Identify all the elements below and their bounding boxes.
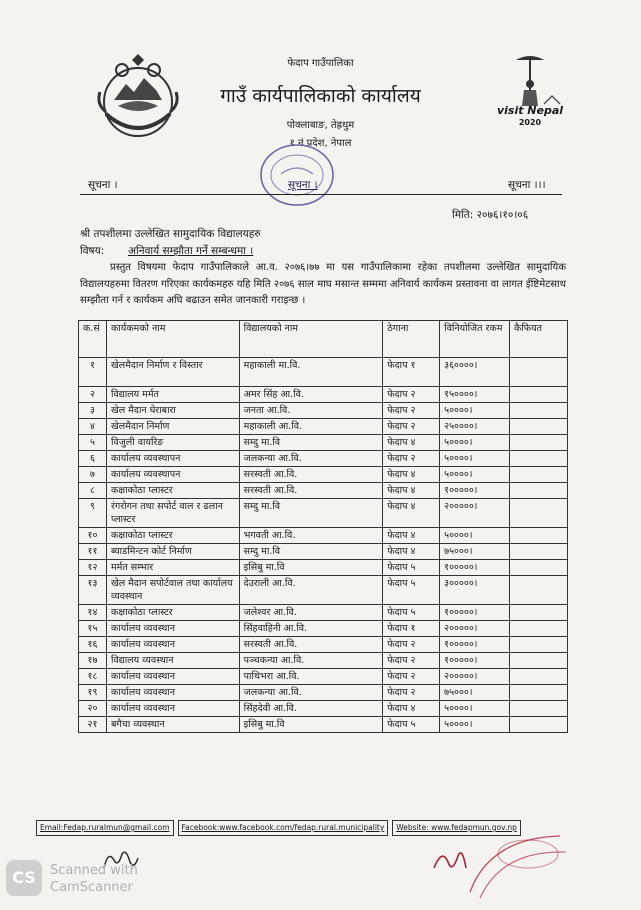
- cell-serial: २१: [79, 717, 107, 733]
- cell-amount: ५००००।: [440, 435, 510, 451]
- cell-program: कार्यालय व्यवस्थान: [106, 701, 239, 717]
- table-row: [79, 435, 568, 451]
- cell-program: मर्मत सम्भार: [106, 560, 239, 576]
- cell-address: फेदाप २: [383, 387, 440, 403]
- table-row: [79, 669, 568, 685]
- col-header-serial: क.सं: [79, 321, 107, 358]
- cell-address: फेदाप १: [383, 358, 440, 387]
- table-row: [79, 637, 568, 653]
- cell-serial: ८: [79, 483, 107, 499]
- cell-serial: १४: [79, 605, 107, 621]
- cell-amount: ५००००।: [440, 701, 510, 717]
- cell-school: सम्दु मा.वि: [239, 544, 383, 560]
- cell-program: कार्यालय व्यवस्थापन: [106, 451, 239, 467]
- cell-remarks: [510, 576, 568, 605]
- cell-address: फेदाप ४: [383, 544, 440, 560]
- table-row: [79, 560, 568, 576]
- cell-amount: ५००००।: [440, 467, 510, 483]
- cell-remarks: [510, 451, 568, 467]
- cell-amount: १०००००।: [440, 483, 510, 499]
- cell-school: इसिबु मा.वि: [239, 717, 383, 733]
- cell-program: कक्षाकोठा प्लास्टर: [106, 605, 239, 621]
- subject-label: विषय:: [80, 245, 105, 257]
- cell-school: भगवती आ.वि.: [239, 528, 383, 544]
- cell-school: देउराली आ.वि.: [239, 576, 383, 605]
- cell-remarks: [510, 467, 568, 483]
- cell-school: जलकन्या आ.वि.: [239, 685, 383, 701]
- cell-amount: १०००००।: [440, 653, 510, 669]
- cell-address: फेदाप ४: [383, 467, 440, 483]
- notice-label-center: सूचना ।: [288, 179, 318, 191]
- cell-address: फेदाप २: [383, 653, 440, 669]
- cell-program: विद्यालय व्यवस्थान: [106, 653, 239, 669]
- cell-remarks: [510, 358, 568, 387]
- footer-email[interactable]: Email:Fedap.ruralmun@gmail.com: [36, 820, 174, 836]
- cell-remarks: [510, 560, 568, 576]
- municipality-name: फेदाप गाउँपालिका: [287, 58, 354, 69]
- address-line-2: १ नं प्रदेश, नेपाल: [289, 138, 352, 149]
- cell-amount: २५००००।: [440, 419, 510, 435]
- table-body: [79, 358, 568, 733]
- cell-remarks: [510, 669, 568, 685]
- notice-label-left: सूचना ।: [88, 179, 118, 191]
- camscanner-watermark: [50, 862, 138, 896]
- cell-remarks: [510, 403, 568, 419]
- table-row: [79, 483, 568, 499]
- notice-label-right: सूचना ।।।: [508, 179, 546, 191]
- program-allocation-table: [78, 320, 568, 733]
- cell-program: कार्यालय व्यवस्थान: [106, 685, 239, 701]
- cell-serial: २: [79, 387, 107, 403]
- cell-address: फेदाप ५: [383, 576, 440, 605]
- cell-program: खेल मैदान घेराबारा: [106, 403, 239, 419]
- cell-address: फेदाप ४: [383, 483, 440, 499]
- cell-program: खेल मैदान सपोर्टवाल तथा कार्यालय व्यवस्थान: [106, 576, 239, 605]
- cell-serial: १५: [79, 621, 107, 637]
- cell-address: फेदाप ५: [383, 717, 440, 733]
- table-row: [79, 576, 568, 605]
- cell-amount: १०००००।: [440, 605, 510, 621]
- cell-serial: १८: [79, 669, 107, 685]
- cell-amount: १५००००।: [440, 387, 510, 403]
- body-text: प्रस्तुत विषयमा फेदाप गाउँपालिकाले आ.व. २०७६।७७ मा यस गाउँपालिकामा रहेका तपशीलमा उल्लेखित सामुदायिक विद्यालयहरुमा वितरण गरिएका कार्यकमहरु यहि मिति २०७६ साल माघ मसान्त सम्ममा अनिवार्य कार्यकम प्रस्तावना वा लागत ईष्टिमेटसाथ सम्झौता गर्न र कार्यकम अघि बढाउन समेत जानकारी गराइन्छ ।: [80, 262, 566, 306]
- cell-amount: ७५०००।: [440, 544, 510, 560]
- cell-remarks: [510, 717, 568, 733]
- cell-remarks: [510, 435, 568, 451]
- cell-remarks: [510, 637, 568, 653]
- cell-program: रंगरोगन तथा सपोर्ट वाल र ढलान प्लास्टर: [106, 499, 239, 528]
- cell-remarks: [510, 387, 568, 403]
- cell-address: फेदाप २: [383, 451, 440, 467]
- cell-remarks: [510, 701, 568, 717]
- cell-address: फेदाप ४: [383, 701, 440, 717]
- cell-amount: ५००००।: [440, 528, 510, 544]
- cell-amount: २०००००।: [440, 669, 510, 685]
- watermark-line-2: CamScanner: [50, 880, 133, 895]
- address-line-1: पोक्लाबाङ, तेह्रथुम: [286, 120, 355, 131]
- cell-serial: १९: [79, 685, 107, 701]
- cell-serial: १६: [79, 637, 107, 653]
- cell-amount: १०००००।: [440, 560, 510, 576]
- cell-remarks: [510, 685, 568, 701]
- table-row: [79, 701, 568, 717]
- cell-school: अमर सिंह आ.वि.: [239, 387, 383, 403]
- office-title: गाउँ कार्यपालिकाको कार्यालय: [220, 85, 421, 107]
- cell-school: सरस्वती आ.वि.: [239, 467, 383, 483]
- cell-remarks: [510, 544, 568, 560]
- table-row: [79, 419, 568, 435]
- cell-serial: १७: [79, 653, 107, 669]
- cell-address: फेदाप ४: [383, 499, 440, 528]
- footer-facebook[interactable]: Facebook:www.facebook.com/fedap.rural.municipality: [178, 820, 389, 836]
- cell-school: सिंहदेवी आ.वि.: [239, 701, 383, 717]
- cell-serial: ४: [79, 419, 107, 435]
- cell-amount: १०००००।: [440, 637, 510, 653]
- cell-school: सरस्वती आ.वि.: [239, 637, 383, 653]
- col-header-remarks: कैफियत: [510, 321, 568, 358]
- table-row: [79, 403, 568, 419]
- cell-amount: ५००००।: [440, 403, 510, 419]
- footer-website[interactable]: Website: www.fedapmun.gov.np: [392, 820, 521, 836]
- table-row: [79, 499, 568, 528]
- cell-amount: ५००००।: [440, 451, 510, 467]
- cell-serial: ६: [79, 451, 107, 467]
- header-divider: [80, 194, 562, 195]
- cell-address: फेदाप १: [383, 621, 440, 637]
- cell-program: कार्यालय व्यवस्थापन: [106, 467, 239, 483]
- table-row: [79, 685, 568, 701]
- table-row: [79, 621, 568, 637]
- cell-address: फेदाप २: [383, 419, 440, 435]
- cell-program: विद्यालय मर्मत: [106, 387, 239, 403]
- cell-serial: १: [79, 358, 107, 387]
- office-stamp-icon: [255, 140, 339, 210]
- cell-school: सम्दु मा.वि: [239, 499, 383, 528]
- col-header-address: ठेगाना: [383, 321, 440, 358]
- cell-program: ब्याडमिन्टन कोर्ट निर्माण: [106, 544, 239, 560]
- cell-school: महाकाली आ.वि.: [239, 419, 383, 435]
- cell-program: बगैचा व्यवस्थान: [106, 717, 239, 733]
- table-row: [79, 528, 568, 544]
- cell-program: कार्यालय व्यवस्थान: [106, 669, 239, 685]
- cell-serial: १३: [79, 576, 107, 605]
- table-row: [79, 717, 568, 733]
- cell-address: फेदाप २: [383, 403, 440, 419]
- cell-amount: ३०००००।: [440, 576, 510, 605]
- subject-text: अनिवार्य सम्झौता गर्ने सम्बन्धमा ।: [128, 245, 254, 257]
- cell-school: सरस्वती आ.वि.: [239, 483, 383, 499]
- cell-remarks: [510, 621, 568, 637]
- cell-school: पञ्चकन्या आ.वि.: [239, 653, 383, 669]
- cell-serial: ५: [79, 435, 107, 451]
- cell-amount: २०००००।: [440, 621, 510, 637]
- watermark-line-1: Scanned with: [50, 863, 138, 878]
- cell-serial: १२: [79, 560, 107, 576]
- visit-nepal-logo: [488, 54, 572, 134]
- cell-remarks: [510, 483, 568, 499]
- cell-serial: १०: [79, 528, 107, 544]
- cell-program: कक्षाकोठा प्लास्टर: [106, 528, 239, 544]
- cell-remarks: [510, 528, 568, 544]
- cell-amount: ५००००।: [440, 717, 510, 733]
- table-row: [79, 544, 568, 560]
- table-row: [79, 451, 568, 467]
- signature-stamp-icon: [430, 828, 570, 900]
- table-row: [79, 387, 568, 403]
- visit-nepal-year: 2020: [518, 118, 542, 127]
- cell-address: फेदाप ४: [383, 528, 440, 544]
- subject-line: [80, 244, 253, 258]
- recipient-line: श्री तपशीलमा उल्लेखित सामुदायिक विद्यालयहरु: [80, 228, 261, 240]
- cell-program: विजुली वायरिङ: [106, 435, 239, 451]
- col-header-amount: विनियोजित रकम: [440, 321, 510, 358]
- cell-school: इसिबु मा.वि: [239, 560, 383, 576]
- visit-nepal-text: visit Nepal: [496, 104, 564, 117]
- cell-serial: ११: [79, 544, 107, 560]
- cell-school: महाकाली मा.वि.: [239, 358, 383, 387]
- table-row: [79, 467, 568, 483]
- document-date: मिति: २०७६।१०।०६: [452, 209, 529, 221]
- cell-serial: ३: [79, 403, 107, 419]
- body-paragraph: [80, 260, 566, 310]
- cell-program: कक्षाकोठा प्लास्टर: [106, 483, 239, 499]
- cell-school: पाथिभरा आ.वि.: [239, 669, 383, 685]
- cell-program: खेलमैदान निर्माण र विस्तार: [106, 358, 239, 387]
- cell-school: सिंहवाहिनी आ.वि.: [239, 621, 383, 637]
- camscanner-logo-icon: CS: [6, 860, 42, 896]
- cell-amount: ३६००००।: [440, 358, 510, 387]
- cell-address: फेदाप ५: [383, 560, 440, 576]
- cell-address: फेदाप २: [383, 685, 440, 701]
- cell-serial: २०: [79, 701, 107, 717]
- cell-amount: ७५०००।: [440, 685, 510, 701]
- cell-school: जलेश्वर आ.वि.: [239, 605, 383, 621]
- cell-remarks: [510, 605, 568, 621]
- cell-address: फेदाप २: [383, 669, 440, 685]
- col-header-program: कार्यकमको नाम: [106, 321, 239, 358]
- cell-address: फेदाप ५: [383, 605, 440, 621]
- cell-program: कार्यालय व्यवस्थान: [106, 637, 239, 653]
- cell-remarks: [510, 499, 568, 528]
- cell-serial: ७: [79, 467, 107, 483]
- cell-school: सम्दु मा.वि: [239, 435, 383, 451]
- cell-address: फेदाप २: [383, 637, 440, 653]
- cell-school: जनता आ.वि.: [239, 403, 383, 419]
- cell-remarks: [510, 653, 568, 669]
- cell-remarks: [510, 419, 568, 435]
- cell-serial: ९: [79, 499, 107, 528]
- col-header-school: विद्यालयको नाम: [239, 321, 383, 358]
- cell-school: जलकन्या आ.वि.: [239, 451, 383, 467]
- cell-program: खेलमैदान निर्माण: [106, 419, 239, 435]
- table-row: [79, 653, 568, 669]
- cell-program: कार्यालय व्यवस्थान: [106, 621, 239, 637]
- table-header-row: [79, 321, 568, 358]
- cell-address: फेदाप ४: [383, 435, 440, 451]
- table-row: [79, 605, 568, 621]
- table-row: [79, 358, 568, 387]
- cell-amount: २०००००।: [440, 499, 510, 528]
